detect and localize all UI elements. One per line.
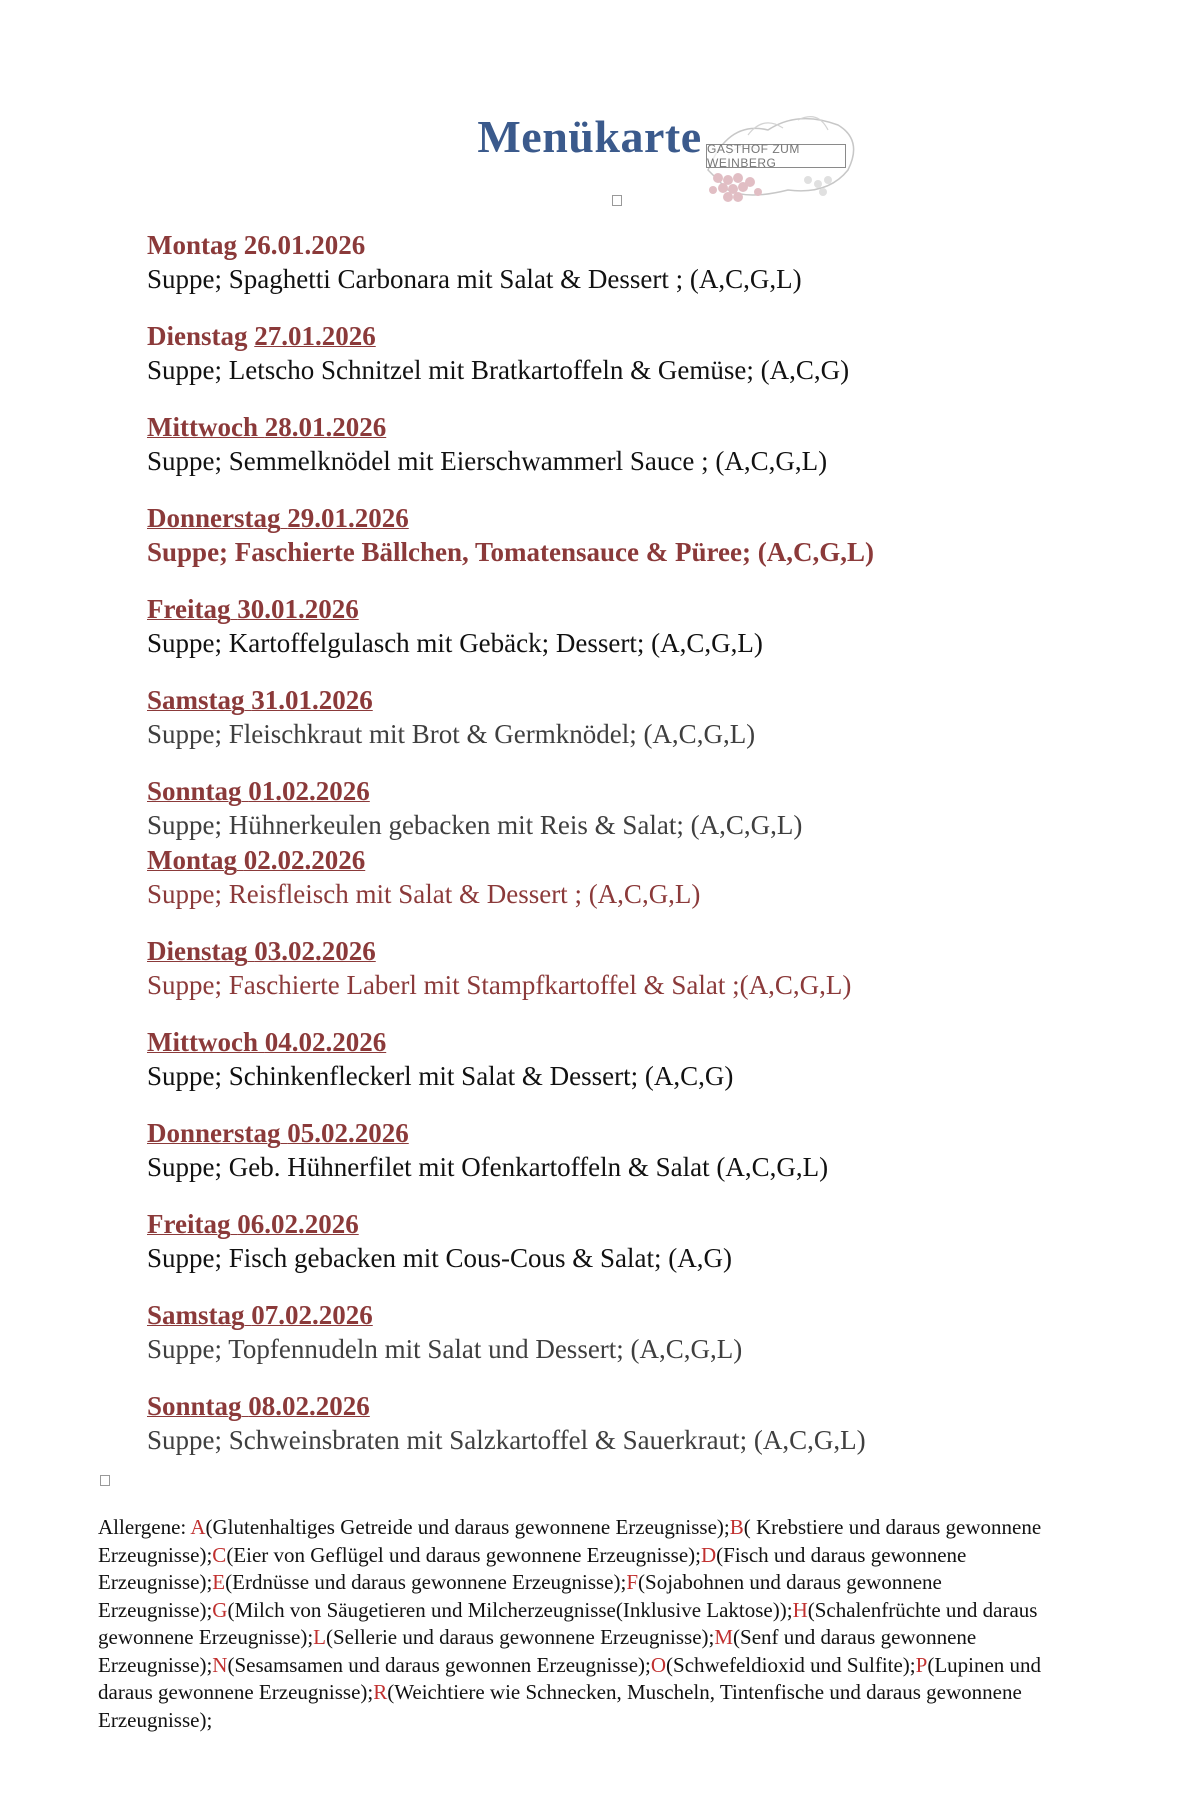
allergen-code: F xyxy=(626,1570,639,1594)
dish: Suppe; Geb. Hühnerfilet mit Ofenkartoffeln & Salat (A,C,G,L) xyxy=(147,1152,829,1182)
date: 31.01.2026 xyxy=(251,685,373,715)
day-heading xyxy=(147,1298,1107,1332)
allergen-code: N xyxy=(212,1652,228,1677)
image-placeholder-icon xyxy=(100,1475,110,1486)
date: 26.01.2026 xyxy=(243,230,366,260)
allergen-text: (Sojabohnen und daraus gewonnene Erzeugnisse); xyxy=(98,1570,942,1622)
logo-label: GASTHOF ZUM WEINBERG xyxy=(707,142,800,170)
allergen-text: (Sesamsamen und daraus gewonnen Erzeugnisse); xyxy=(227,1652,651,1677)
menu-day xyxy=(147,843,1107,912)
date: 30.01.2026 xyxy=(237,594,359,624)
weekday: Mittwoch xyxy=(147,1027,258,1057)
page-title: Menükarte xyxy=(477,111,702,162)
allergen-text: (Senf und daraus gewonnene Erzeugnisse); xyxy=(98,1625,977,1677)
menu-day xyxy=(147,501,1107,570)
day-heading xyxy=(147,1389,1107,1423)
allergen-text: (Fisch und daraus gewonnene Erzeugnisse); xyxy=(98,1542,967,1594)
weekday: Sonntag xyxy=(147,776,242,806)
allergen-code: L xyxy=(313,1625,326,1649)
menu-day xyxy=(147,774,1107,843)
allergen-text: (Glutenhaltiges Getreide und daraus gewonnene Erzeugnisse); xyxy=(205,1515,730,1539)
weekday: Samstag xyxy=(147,1300,245,1330)
allergen-text: ( Krebstiere und daraus gewonnene Erzeugnisse); xyxy=(98,1515,1042,1567)
allergen-code: D xyxy=(700,1542,717,1567)
menu-day xyxy=(147,592,1107,661)
day-heading xyxy=(147,934,1107,968)
day-heading xyxy=(147,501,1107,535)
day-heading xyxy=(147,1207,1107,1241)
dish: Suppe; Fisch gebacken mit Cous-Cous & Salat; (A,G) xyxy=(147,1243,732,1273)
dish: Suppe; Faschierte Laberl mit Stampfkartoffel & Salat ;(A,C,G,L) xyxy=(147,970,852,1000)
weekday: Donnerstag xyxy=(147,503,281,533)
allergen-code: A xyxy=(190,1515,206,1539)
menu-day xyxy=(147,683,1107,752)
allergen-code: G xyxy=(212,1597,228,1622)
menu-day xyxy=(147,1025,1107,1094)
allergen-code: H xyxy=(792,1597,808,1622)
menu-day xyxy=(147,228,1107,297)
allergen-text: (Eier von Geflügel und daraus gewonnene Erzeugnisse); xyxy=(226,1542,701,1567)
date: 27.01.2026 xyxy=(254,321,376,351)
dish: Suppe; Topfennudeln mit Salat und Dessert; (A,C,G,L) xyxy=(147,1334,743,1364)
weekday: Dienstag xyxy=(147,321,248,351)
day-heading xyxy=(147,228,1107,262)
date: 02.02.2026 xyxy=(243,845,366,875)
weekday: Dienstag xyxy=(147,936,248,966)
date: 01.02.2026 xyxy=(248,776,370,806)
allergen-code: E xyxy=(212,1570,226,1594)
allergen-text: (Sellerie und daraus gewonnene Erzeugnisse); xyxy=(326,1625,715,1649)
dish: Suppe; Faschierte Bällchen, Tomatensauce & Püree; (A,C,G,L) xyxy=(147,537,874,567)
allergen-text: (Milch von Säugetieren und Milcherzeugnisse(Inklusive Laktose)); xyxy=(227,1597,793,1622)
allergen-code: M xyxy=(714,1625,734,1649)
weekday: Montag xyxy=(147,230,237,260)
date: 04.02.2026 xyxy=(264,1027,387,1057)
allergen-code: P xyxy=(915,1652,928,1677)
dish: Suppe; Letscho Schnitzel mit Bratkartoffeln & Gemüse; (A,C,G) xyxy=(147,355,850,385)
menu-day xyxy=(147,1298,1107,1367)
weekday: Donnerstag xyxy=(147,1118,281,1148)
allergen-code: O xyxy=(650,1652,667,1677)
menu-day xyxy=(147,319,1107,388)
day-heading xyxy=(147,410,1107,444)
dish: Suppe; Schinkenfleckerl mit Salat & Dessert; (A,C,G) xyxy=(147,1061,734,1091)
allergen-text: (Erdnüsse und daraus gewonnene Erzeugnisse); xyxy=(225,1570,627,1594)
dish: Suppe; Schweinsbraten mit Salzkartoffel & Sauerkraut; (A,C,G,L) xyxy=(147,1425,866,1455)
allergen-text: (Weichtiere wie Schnecken, Muscheln, Tintenfische und daraus gewonnene Erzeugnisse); xyxy=(98,1680,1022,1732)
dish: Suppe; Fleischkraut mit Brot & Germknödel; (A,C,G,L) xyxy=(147,719,756,749)
allergen-text: (Lupinen und daraus gewonnene Erzeugnisse); xyxy=(98,1652,1042,1704)
day-heading xyxy=(147,683,1107,717)
dish: Suppe; Spaghetti Carbonara mit Salat & Dessert ; (A,C,G,L) xyxy=(147,264,802,294)
day-heading xyxy=(147,1116,1107,1150)
menu-day xyxy=(147,410,1107,479)
day-heading xyxy=(147,774,1107,808)
menu-list xyxy=(147,228,1107,1458)
date: 29.01.2026 xyxy=(287,503,409,533)
menu-day xyxy=(147,1207,1107,1276)
weekday: Mittwoch xyxy=(147,412,258,442)
date: 08.02.2026 xyxy=(248,1391,370,1421)
allergen-legend xyxy=(98,1514,1088,1734)
weekday: Sonntag xyxy=(147,1391,242,1421)
dish: Suppe; Hühnerkeulen gebacken mit Reis & Salat; (A,C,G,L) xyxy=(147,810,803,840)
logo-text xyxy=(706,144,846,168)
dish: Suppe; Kartoffelgulasch mit Gebäck; Dessert; (A,C,G,L) xyxy=(147,628,763,658)
date: 03.02.2026 xyxy=(254,936,376,966)
dish: Suppe; Semmelknödel mit Eierschwammerl Sauce ; (A,C,G,L) xyxy=(147,446,828,476)
image-placeholder-icon xyxy=(612,195,622,206)
allergen-code: C xyxy=(212,1542,227,1567)
allergen-text: (Schalenfrüchte und daraus gewonnene Erzeugnisse); xyxy=(98,1597,1038,1649)
allergen-code: B xyxy=(729,1515,744,1539)
allergen-label: Allergene: xyxy=(98,1515,191,1539)
day-heading xyxy=(147,592,1107,626)
date: 28.01.2026 xyxy=(264,412,387,442)
date: 06.02.2026 xyxy=(237,1209,359,1239)
allergen-code: R xyxy=(373,1680,388,1704)
weekday: Freitag xyxy=(147,1209,231,1239)
menu-day xyxy=(147,934,1107,1003)
menu-day xyxy=(147,1116,1107,1185)
allergen-text: (Schwefeldioxid und Sulfite); xyxy=(666,1652,916,1677)
day-heading xyxy=(147,843,1107,877)
day-heading xyxy=(147,1025,1107,1059)
dish: Suppe; Reisfleisch mit Salat & Dessert ; (A,C,G,L) xyxy=(147,879,701,909)
day-heading xyxy=(147,319,1107,353)
date: 07.02.2026 xyxy=(251,1300,373,1330)
menu-day xyxy=(147,1389,1107,1458)
weekday: Montag xyxy=(147,845,237,875)
date: 05.02.2026 xyxy=(287,1118,409,1148)
weekday: Freitag xyxy=(147,594,231,624)
weekday: Samstag xyxy=(147,685,245,715)
